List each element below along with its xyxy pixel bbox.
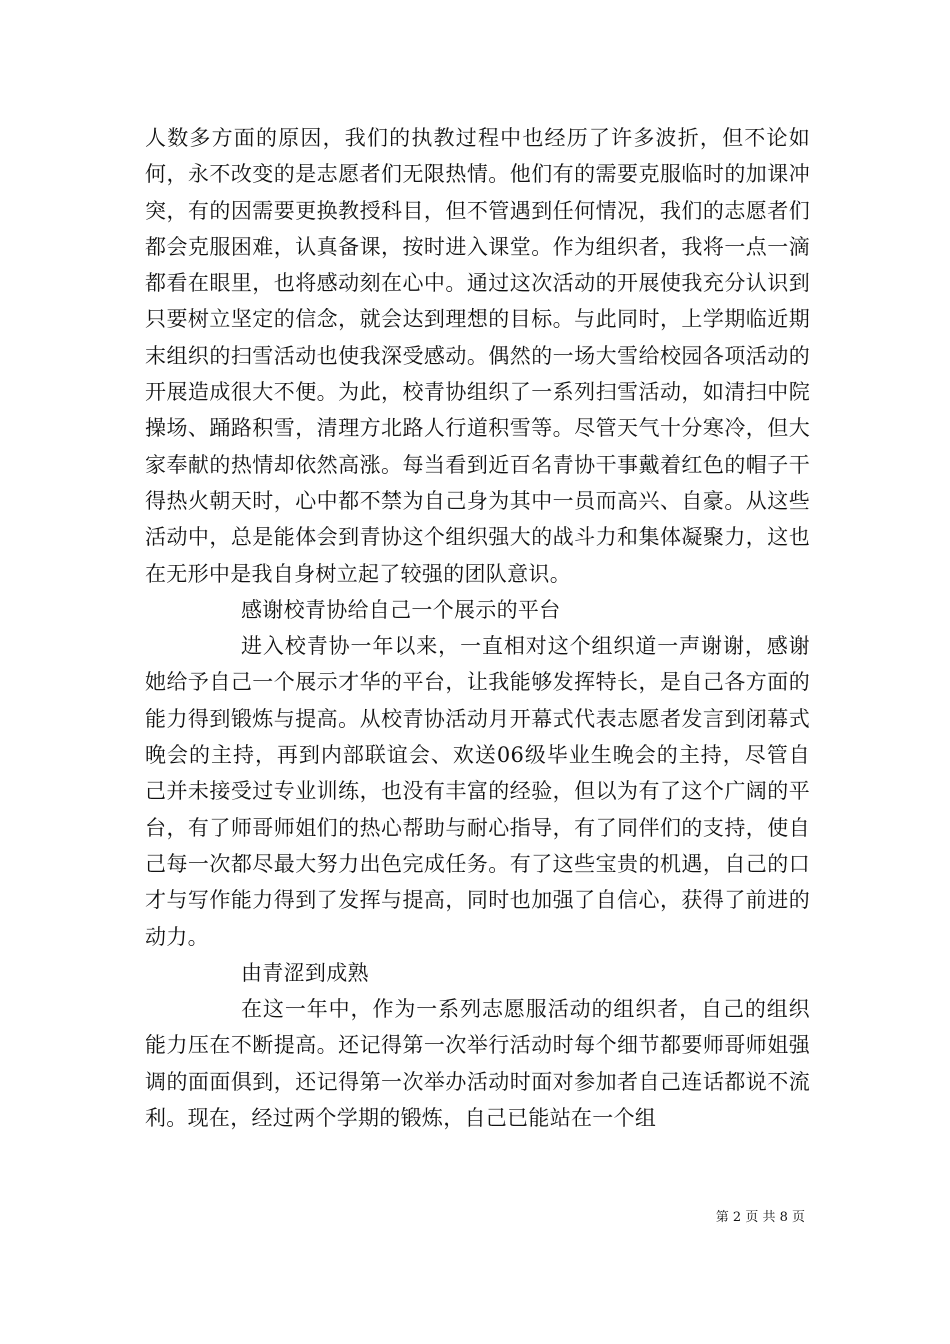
paragraph-continued: 人数多方面的原因，我们的执教过程中也经历了许多波折，但不论如何，永不改变的是志愿者们无限热情。他们有的需要克服临时的加课冲突，有的因需要更换教授科目，但不管遇到任何情况，我们的志愿者们都会克服困难，认真备课，按时进入课堂。作为组织者，我将一点一滴都看在眼里，也将感动刻在心中。通过这次活动的开展使我充分认识到只要树立坚定的信念，就会达到理想的目标。与此同时，上学期临近期末组织的扫雪活动也使我深受感动。偶然的一场大雪给校园各项活动的开展造成很大不便。为此，校青协组织了一系列扫雪活动，如清扫中院操场、踊路积雪，清理方北路人行道积雪等。尽管天气十分寒冷，但大家奉献的热情却依然高涨。每当看到近百名青协干事戴着红色的帽子干得热火朝天时，心中都不禁为自己身为其中一员而高兴、自豪。从这些活动中，总是能体会到青协这个组织强大的战斗力和集体凝聚力，这也在无形中是我自身树立起了较强的团队意识。	[145, 126, 810, 586]
paragraph-maturity: 在这一年中，作为一系列志愿服活动的组织者，自己的组织能力压在不断提高。还记得第一次举行活动时每个细节都要师哥师姐强调的面面俱到，还记得第一次举办活动时面对参加者自己连话都说不流利。现在，经过两个学期的锻炼，自己已能站在一个组	[145, 997, 810, 1131]
section-heading-maturity: 由青涩到成熟	[241, 960, 369, 985]
document-body	[145, 120, 810, 1136]
page-footer: 第 2 页 共 8 页	[715, 1210, 805, 1225]
paragraph-platform: 进入校青协一年以来，一直相对这个组织道一声谢谢，感谢她给予自己一个展示才华的平台，让我能够发挥特长，是自己各方面的能力得到锻炼与提高。从校青协活动月开幕式代表志愿者发言到闭幕式晚会的主持，再到内部联谊会、欢送06级毕业生晚会的主持，尽管自己并未接受过专业训练，也没有丰富的经验，但以为有了这个广阔的平台，有了师哥师姐们的热心帮助与耐心指导，有了同伴们的支持，使自己每一次都尽最大努力出色完成任务。有了这些宝贵的机遇，自己的口才与写作能力得到了发挥与提高，同时也加强了自信心，获得了前进的动力。	[145, 634, 810, 949]
section-heading-platform: 感谢校青协给自己一个展示的平台	[241, 597, 561, 622]
